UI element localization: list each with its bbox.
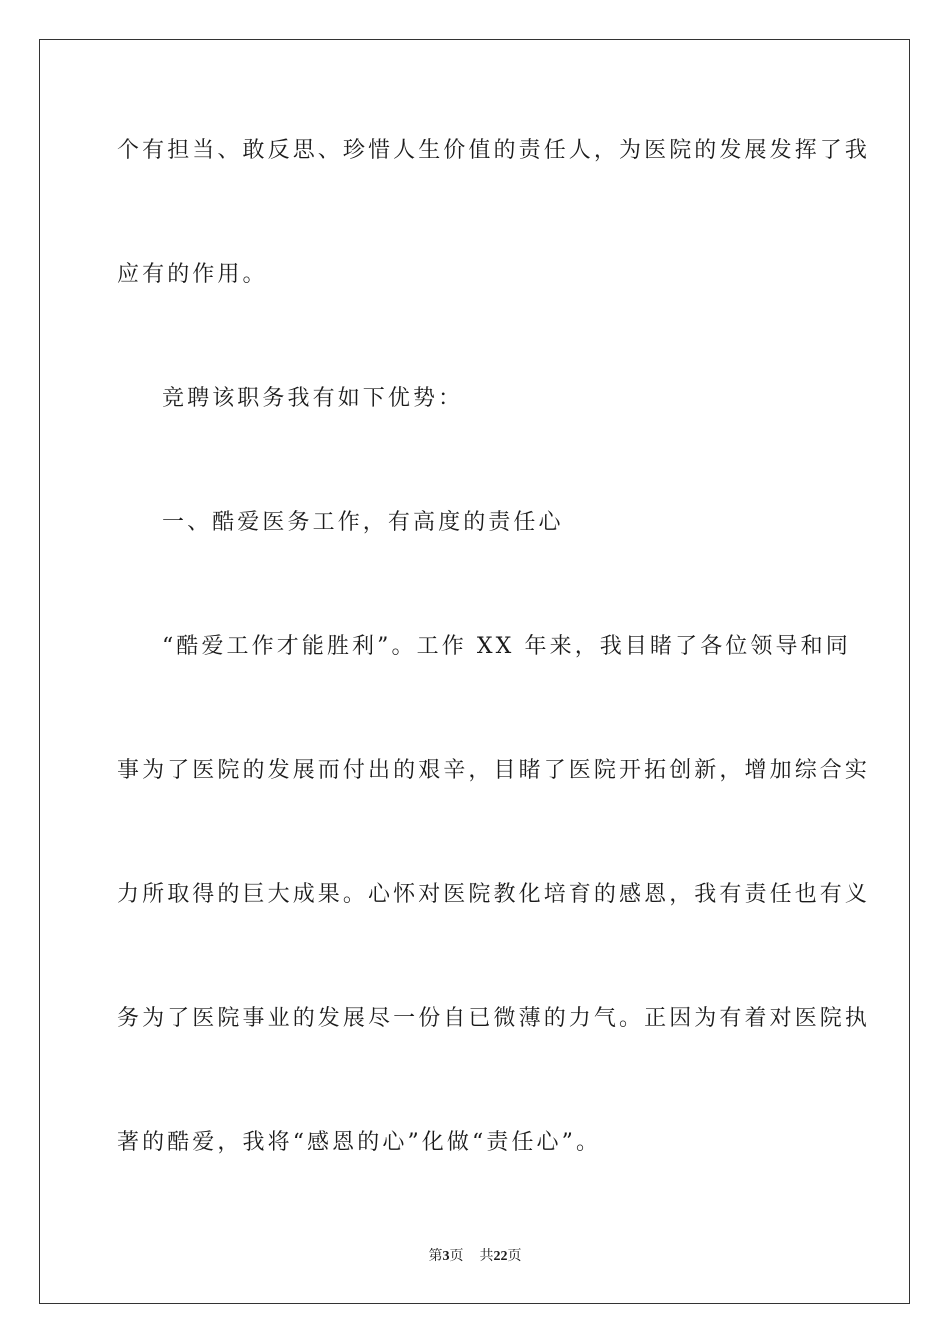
section-heading: 一、酷爱医务工作，有高度的责任心	[162, 510, 564, 535]
page-number-suffix: 页	[449, 1249, 464, 1264]
body-line: 务为了医院事业的发展尽一份自已微薄的力气。正因为有着对医院执	[117, 1006, 871, 1031]
body-line: 力所取得的巨大成果。心怀对医院教化培育的感恩，我有责任也有义	[117, 882, 871, 907]
page-border	[39, 39, 910, 1304]
page-footer	[0, 1248, 950, 1266]
page-total-suffix: 页	[507, 1249, 522, 1264]
body-line: 著的酷爱，我将“感恩的心”化做“责任心”。	[117, 1130, 602, 1155]
body-line: 事为了医院的发展而付出的艰辛，目睹了医院开拓创新，增加综合实	[117, 758, 871, 783]
body-line: 个有担当、敢反思、珍惜人生价值的责任人，为医院的发展发挥了我	[117, 138, 871, 163]
page-number-current: 3	[442, 1249, 450, 1264]
page-total-prefix: 共	[479, 1249, 494, 1264]
page-total: 22	[493, 1249, 508, 1264]
page-number-prefix: 第	[428, 1249, 443, 1264]
body-line: 应有的作用。	[117, 262, 268, 287]
body-line: 竞聘该职务我有如下优势：	[162, 386, 464, 411]
body-line: “酷爱工作才能胜利”。工作 XX 年来，我目睹了各位领导和同	[162, 634, 851, 659]
